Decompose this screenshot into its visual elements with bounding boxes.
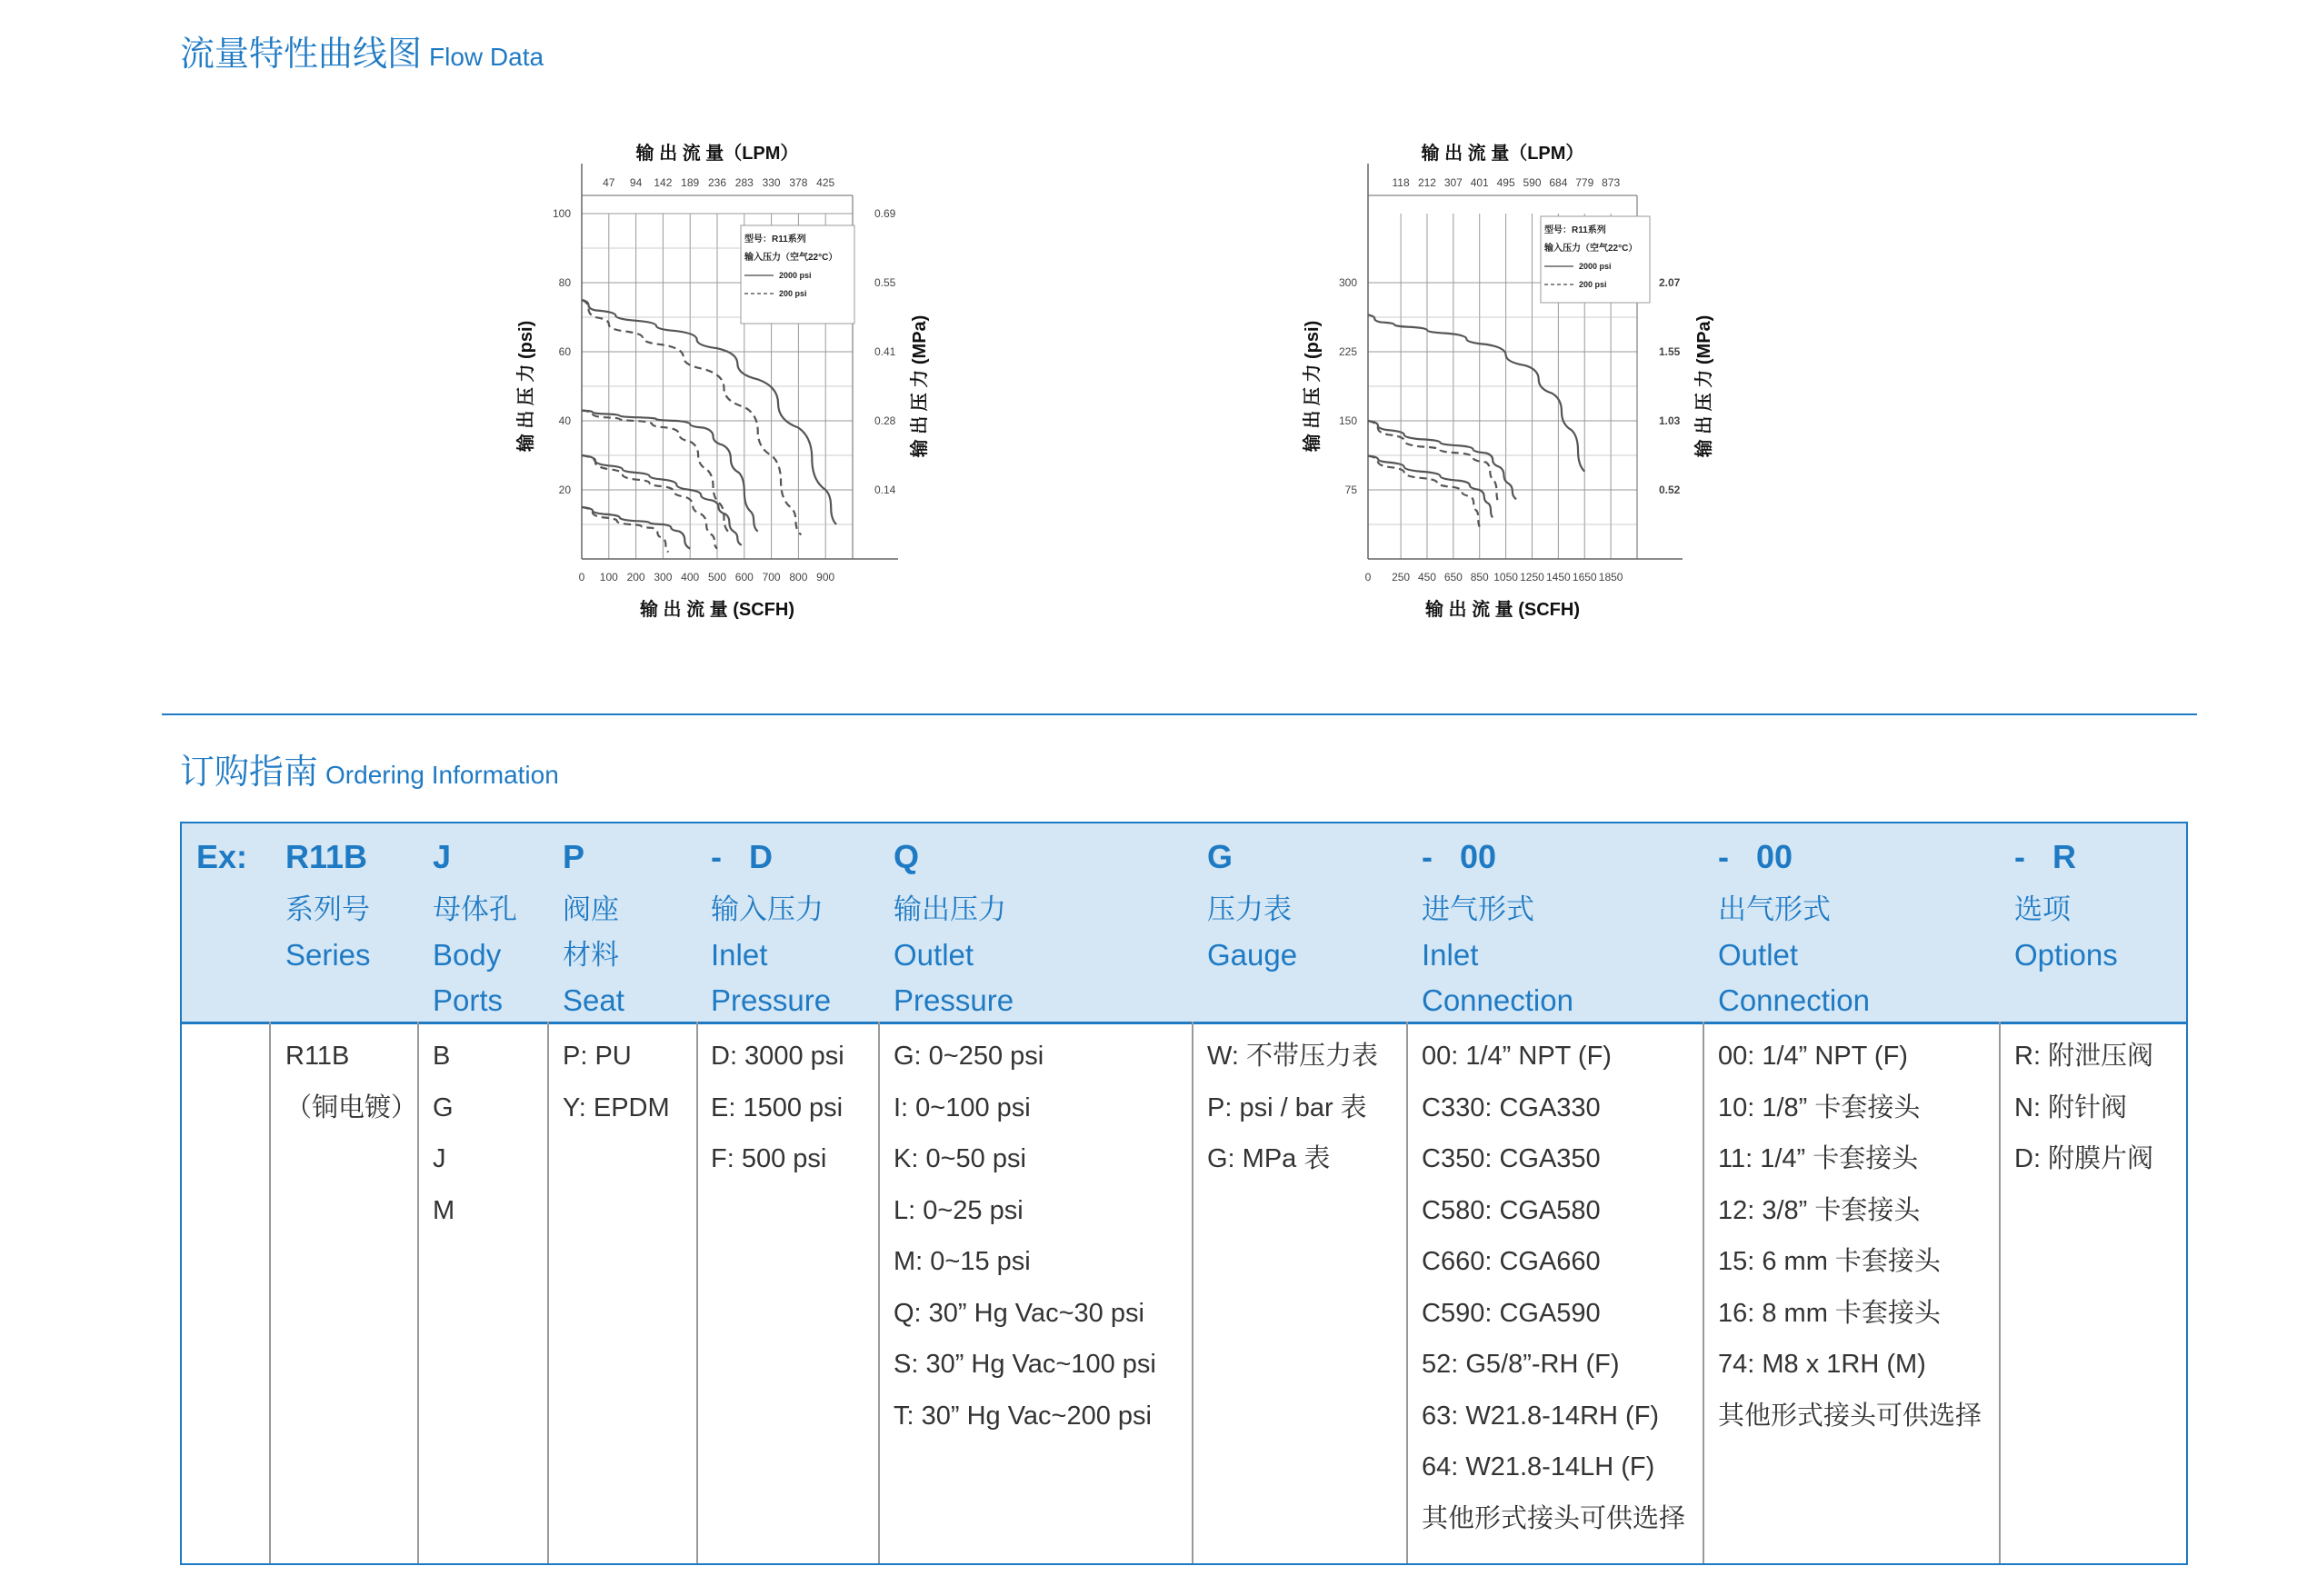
- series-line: [582, 455, 717, 549]
- header-gauge-zh: 压力表: [1207, 893, 1292, 926]
- cell-value: E: 1500 psi: [711, 1092, 844, 1122]
- flow-title-en: Flow Data: [429, 43, 544, 71]
- y-tick-label: 150: [1338, 414, 1357, 427]
- header-series-en: Series: [285, 938, 371, 972]
- header-seat-zh: 阀座: [563, 893, 619, 926]
- y2-tick-label: 0.28: [874, 414, 896, 427]
- x-tick-label: 600: [734, 571, 754, 584]
- x-top-tick-label: 495: [1496, 176, 1515, 189]
- y2-tick-label: 2.07: [1659, 276, 1681, 289]
- header-outlet-pressure-en1: Outlet: [894, 938, 974, 972]
- cell-value: C580: CGA580: [1422, 1195, 1601, 1225]
- header-ports: [433, 887, 517, 1023]
- cell-value: W: 不带压力表: [1207, 1042, 1378, 1071]
- legend-item: 200 psi: [1579, 280, 1607, 289]
- example-inlet-conn: - 00: [1422, 838, 1497, 875]
- cell-value: C330: CGA330: [1422, 1092, 1601, 1122]
- cell-value: N: 附针阀: [2014, 1092, 2128, 1122]
- header-outlet-pressure-en2: Pressure: [894, 983, 1014, 1017]
- x-tick-label: 100: [599, 571, 618, 584]
- cell-value: 63: W21.8-14RH (F): [1422, 1401, 1660, 1431]
- column-divider: [547, 1022, 549, 1563]
- header-series: [285, 887, 371, 978]
- y2-axis-label: 输 出 压 力 (MPa): [1694, 314, 1714, 458]
- chart-top-title: 输 出 流 量（LPM）: [1421, 144, 1584, 164]
- x-tick-label: 800: [789, 571, 808, 584]
- column-ports-values: [433, 1031, 454, 1236]
- y2-axis-label: 输 出 压 力 (MPa): [910, 314, 930, 458]
- header-gauge-en: Gauge: [1207, 938, 1298, 972]
- y-tick-label: 75: [1344, 484, 1357, 496]
- example-ports: J: [433, 838, 452, 875]
- x-tick-label: 1250: [1520, 571, 1544, 584]
- section-divider: [162, 713, 2197, 715]
- header-outlet-conn-en1: Outlet: [1718, 938, 1799, 972]
- example-inlet-pressure: - D: [711, 838, 773, 875]
- header-seat-zh2: 材料: [563, 939, 619, 972]
- header-ports-en2: Ports: [433, 983, 504, 1017]
- cell-value: 00: 1/4” NPT (F): [1422, 1042, 1612, 1071]
- x-tick-label: 500: [707, 571, 727, 584]
- x-tick-label: 0: [578, 571, 585, 584]
- x-tick-label: 450: [1417, 571, 1436, 584]
- cell-value: 16: 8 mm 卡套接头: [1718, 1298, 1941, 1328]
- column-divider: [417, 1022, 419, 1563]
- header-outlet-conn-zh: 出气形式: [1718, 893, 1831, 926]
- header-options: [2014, 887, 2118, 978]
- x-top-tick-label: 307: [1443, 176, 1463, 189]
- cell-value: C590: CGA590: [1422, 1298, 1601, 1328]
- series-line: [582, 507, 668, 552]
- x-top-tick-label: 590: [1523, 176, 1542, 189]
- cell-value: D: 3000 psi: [711, 1042, 844, 1071]
- x-tick-label: 200: [626, 571, 645, 584]
- y-tick-label: 225: [1338, 345, 1357, 358]
- header-outlet-conn-en2: Connection: [1718, 983, 1870, 1017]
- y-tick-label: 100: [552, 207, 571, 220]
- cell-value: G: [433, 1092, 454, 1122]
- x-tick-label: 900: [816, 571, 835, 584]
- legend-model: 型号：R11系列: [1544, 225, 1606, 235]
- cell-value: D: 附膜片阀: [2014, 1144, 2154, 1173]
- example-series: R11B: [285, 838, 368, 875]
- cell-value: T: 30” Hg Vac~200 psi: [894, 1401, 1152, 1431]
- legend-item: 2000 psi: [779, 271, 812, 280]
- ordering-title-en: Ordering Information: [325, 761, 559, 789]
- cell-value: 64: W21.8-14LH (F): [1422, 1452, 1655, 1481]
- column-seat-values: [563, 1031, 670, 1133]
- y-tick-label: 20: [558, 484, 571, 496]
- header-outlet-pressure-zh: 输出压力: [894, 893, 1006, 926]
- header-inlet-pressure-en2: Pressure: [711, 983, 832, 1017]
- cell-value: Q: 30” Hg Vac~30 psi: [894, 1298, 1144, 1328]
- cell-value: （铜电镀）: [285, 1092, 418, 1122]
- header-outlet-pressure: [894, 887, 1014, 1023]
- column-divider: [1999, 1022, 2001, 1563]
- y-tick-label: 40: [558, 414, 571, 427]
- header-seat-en: Seat: [563, 983, 624, 1017]
- flow-title-zh: 流量特性曲线图: [180, 34, 423, 74]
- column-outlet-pressure-values: [894, 1031, 1156, 1441]
- ordering-table-header: [182, 823, 2186, 1024]
- example-label: Ex:: [196, 838, 248, 875]
- y2-tick-label: 0.14: [874, 484, 896, 496]
- example-outlet-pressure: Q: [894, 838, 920, 875]
- cell-value: 其他形式接头可供选择: [1718, 1401, 1982, 1431]
- header-options-en: Options: [2014, 938, 2118, 972]
- x-top-tick-label: 94: [629, 176, 643, 189]
- cell-value: 74: M8 x 1RH (M): [1718, 1350, 1926, 1379]
- x-tick-label: 300: [654, 571, 673, 584]
- cell-value: P: PU: [563, 1042, 632, 1071]
- x-top-tick-label: 425: [816, 176, 835, 189]
- x-tick-label: 650: [1443, 571, 1463, 584]
- column-options-values: [2014, 1031, 2153, 1185]
- header-inlet-pressure-zh: 输入压力: [711, 893, 824, 926]
- x-top-tick-label: 47: [603, 176, 615, 189]
- cell-value: M: 0~15 psi: [894, 1247, 1031, 1276]
- series-line: [1368, 456, 1493, 518]
- y2-tick-label: 1.03: [1659, 414, 1681, 427]
- flow-chart-right-svg: [1300, 109, 1954, 654]
- header-series-zh: 系列号: [285, 893, 370, 926]
- x-top-tick-label: 684: [1549, 176, 1568, 189]
- y-axis-label: 输 出 压 力 (psi): [516, 320, 536, 453]
- column-outlet-conn-values: [1718, 1031, 1982, 1441]
- x-top-tick-label: 330: [762, 176, 781, 189]
- column-divider: [1703, 1022, 1704, 1563]
- column-divider: [1192, 1022, 1193, 1563]
- cell-value: B: [433, 1042, 451, 1071]
- x-tick-label: 700: [762, 571, 781, 584]
- x-top-tick-label: 118: [1392, 176, 1410, 189]
- x-top-tick-label: 236: [707, 176, 727, 189]
- cell-value: J: [433, 1144, 446, 1173]
- x-tick-label: 400: [681, 571, 700, 584]
- x-top-tick-label: 779: [1575, 176, 1594, 189]
- cell-value: 00: 1/4” NPT (F): [1718, 1042, 1908, 1071]
- series-line: [582, 411, 758, 532]
- cell-value: F: 500 psi: [711, 1144, 827, 1173]
- y2-tick-label: 0.41: [874, 345, 896, 358]
- y-tick-label: 80: [558, 276, 571, 289]
- cell-value: R11B: [285, 1042, 350, 1071]
- x-top-tick-label: 401: [1470, 176, 1489, 189]
- header-seat: [563, 887, 624, 1023]
- column-divider: [878, 1022, 880, 1563]
- x-axis-label: 输 出 流 量 (SCFH): [640, 600, 794, 620]
- x-tick-label: 1850: [1598, 571, 1623, 584]
- header-inlet-conn-zh: 进气形式: [1422, 893, 1534, 926]
- legend-item: 200 psi: [779, 289, 807, 298]
- x-tick-label: 0: [1364, 571, 1372, 584]
- series-line: [1368, 456, 1480, 527]
- example-outlet-conn: - 00: [1718, 838, 1793, 875]
- x-top-tick-label: 142: [654, 176, 673, 189]
- cell-value: G: 0~250 psi: [894, 1042, 1044, 1071]
- column-gauge-values: [1207, 1031, 1378, 1185]
- cell-value: 15: 6 mm 卡套接头: [1718, 1247, 1941, 1276]
- column-inlet-conn-values: [1422, 1031, 1685, 1544]
- y-axis-label: 输 出 压 力 (psi): [1303, 320, 1323, 453]
- legend-model: 型号：R11系列: [744, 234, 806, 244]
- ordering-title-zh: 订购指南: [180, 752, 319, 792]
- legend-condition: 输入压力（空气22°C）: [744, 253, 838, 263]
- cell-value: 11: 1/4” 卡套接头: [1718, 1144, 1919, 1173]
- header-ports-zh: 母体孔: [433, 893, 517, 926]
- header-inlet-conn-en2: Connection: [1422, 983, 1573, 1017]
- cell-value: G: MPa 表: [1207, 1144, 1331, 1173]
- cell-value: 其他形式接头可供选择: [1422, 1503, 1686, 1533]
- example-options: - R: [2014, 838, 2076, 875]
- legend-item: 2000 psi: [1579, 262, 1612, 271]
- cell-value: M: [433, 1195, 455, 1225]
- flow-section-title: [180, 25, 544, 75]
- cell-value: Y: EPDM: [563, 1092, 670, 1122]
- column-series-values: [285, 1031, 417, 1133]
- header-inlet-conn-en1: Inlet: [1422, 938, 1479, 972]
- cell-value: P: psi / bar 表: [1207, 1092, 1367, 1122]
- ordering-table: [180, 822, 2188, 1565]
- cell-value: K: 0~50 psi: [894, 1144, 1026, 1173]
- cell-value: L: 0~25 psi: [894, 1195, 1024, 1225]
- cell-value: 12: 3/8” 卡套接头: [1718, 1195, 1921, 1225]
- x-tick-label: 1050: [1493, 571, 1518, 584]
- column-divider: [696, 1022, 698, 1563]
- cell-value: 52: G5/8”-RH (F): [1422, 1350, 1620, 1379]
- x-tick-label: 250: [1392, 571, 1411, 584]
- header-ports-en1: Body: [433, 938, 502, 972]
- cell-value: C660: CGA660: [1422, 1247, 1601, 1276]
- x-top-tick-label: 212: [1417, 176, 1436, 189]
- column-inlet-pressure-values: [711, 1031, 844, 1185]
- header-inlet-pressure: [711, 887, 831, 1023]
- chart-top-title: 输 出 流 量（LPM）: [635, 144, 799, 164]
- x-top-tick-label: 378: [789, 176, 808, 189]
- header-inlet-conn: [1422, 887, 1573, 1023]
- column-divider: [1406, 1022, 1408, 1563]
- header-gauge: [1207, 887, 1297, 978]
- x-tick-label: 1450: [1546, 571, 1571, 584]
- y-tick-label: 60: [558, 345, 571, 358]
- y-tick-label: 300: [1338, 276, 1357, 289]
- x-axis-label: 输 出 流 量 (SCFH): [1425, 600, 1580, 620]
- legend-condition: 输入压力（空气22°C）: [1544, 244, 1638, 254]
- x-top-tick-label: 283: [734, 176, 754, 189]
- flow-chart-left: [514, 109, 1132, 654]
- flow-chart-left-svg: [514, 109, 1132, 654]
- header-outlet-conn: [1718, 887, 1870, 1023]
- series-line: [1368, 421, 1516, 499]
- cell-value: I: 0~100 psi: [894, 1092, 1031, 1122]
- x-tick-label: 1650: [1572, 571, 1597, 584]
- example-seat: P: [563, 838, 585, 875]
- cell-value: C350: CGA350: [1422, 1144, 1601, 1173]
- x-tick-label: 850: [1470, 571, 1489, 584]
- y2-tick-label: 1.55: [1659, 345, 1681, 358]
- cell-value: R: 附泄压阀: [2014, 1042, 2154, 1071]
- header-options-zh: 选项: [2014, 893, 2071, 926]
- y2-tick-label: 0.55: [874, 276, 896, 289]
- flow-chart-right: [1300, 109, 1954, 654]
- cell-value: 10: 1/8” 卡套接头: [1718, 1092, 1921, 1122]
- x-top-tick-label: 873: [1602, 176, 1621, 189]
- column-divider: [269, 1022, 271, 1563]
- x-top-tick-label: 189: [681, 176, 700, 189]
- example-gauge: G: [1207, 838, 1233, 875]
- y2-tick-label: 0.52: [1659, 484, 1681, 496]
- ordering-section-title: [180, 743, 559, 793]
- header-inlet-pressure-en1: Inlet: [711, 938, 768, 972]
- y2-tick-label: 0.69: [874, 207, 896, 220]
- cell-value: S: 30” Hg Vac~100 psi: [894, 1350, 1156, 1379]
